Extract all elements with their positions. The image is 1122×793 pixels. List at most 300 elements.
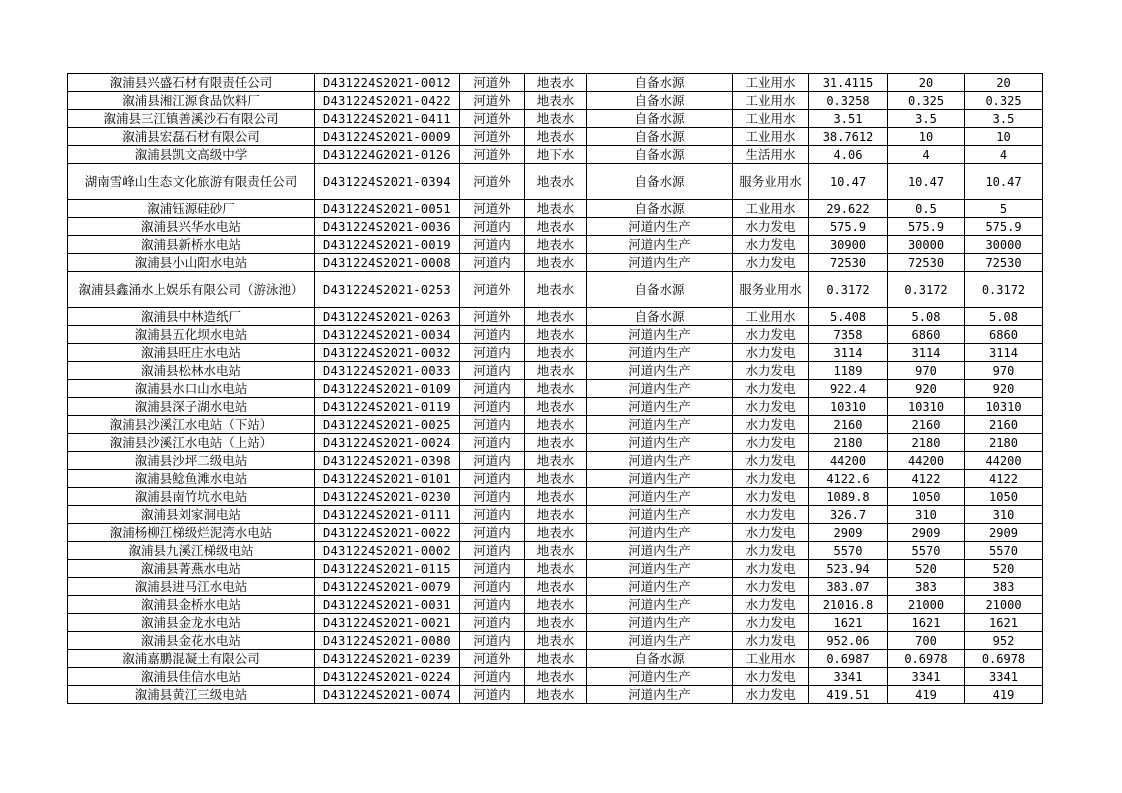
water-source-type-cell: 地表水 bbox=[525, 398, 587, 416]
value-b-cell: 0.5 bbox=[888, 200, 965, 218]
permit-code-cell: D431224S2021-0074 bbox=[315, 686, 460, 704]
permit-code-cell: D431224S2021-0021 bbox=[315, 614, 460, 632]
value-c-cell: 30000 bbox=[965, 236, 1043, 254]
value-a-cell: 4.06 bbox=[809, 146, 888, 164]
value-a-cell: 5570 bbox=[809, 542, 888, 560]
supply-mode-cell: 河道内生产 bbox=[587, 668, 733, 686]
value-c-cell: 419 bbox=[965, 686, 1043, 704]
location-cell: 河道内 bbox=[460, 506, 525, 524]
value-c-cell: 6860 bbox=[965, 326, 1043, 344]
usage-type-cell: 水力发电 bbox=[733, 326, 809, 344]
table-row bbox=[68, 524, 1043, 542]
supply-mode-cell: 河道内生产 bbox=[587, 326, 733, 344]
permit-code-cell: D431224S2021-0032 bbox=[315, 344, 460, 362]
table-row bbox=[68, 488, 1043, 506]
value-a-cell: 575.9 bbox=[809, 218, 888, 236]
supply-mode-cell: 自备水源 bbox=[587, 128, 733, 146]
table-row bbox=[68, 92, 1043, 110]
unit-name-cell: 溆浦县南竹坑水电站 bbox=[68, 488, 315, 506]
value-b-cell: 3341 bbox=[888, 668, 965, 686]
value-c-cell: 2160 bbox=[965, 416, 1043, 434]
value-c-cell: 383 bbox=[965, 578, 1043, 596]
supply-mode-cell: 河道内生产 bbox=[587, 254, 733, 272]
value-a-cell: 0.3172 bbox=[809, 272, 888, 308]
water-source-type-cell: 地表水 bbox=[525, 92, 587, 110]
value-b-cell: 1621 bbox=[888, 614, 965, 632]
supply-mode-cell: 自备水源 bbox=[587, 110, 733, 128]
unit-name-cell: 溆浦县金龙水电站 bbox=[68, 614, 315, 632]
supply-mode-cell: 自备水源 bbox=[587, 200, 733, 218]
usage-type-cell: 水力发电 bbox=[733, 362, 809, 380]
permit-code-cell: D431224G2021-0126 bbox=[315, 146, 460, 164]
table-row bbox=[68, 272, 1043, 308]
supply-mode-cell: 河道内生产 bbox=[587, 452, 733, 470]
water-source-type-cell: 地表水 bbox=[525, 542, 587, 560]
water-source-type-cell: 地表水 bbox=[525, 686, 587, 704]
location-cell: 河道内 bbox=[460, 578, 525, 596]
location-cell: 河道内 bbox=[460, 470, 525, 488]
table-row bbox=[68, 218, 1043, 236]
permit-code-cell: D431224S2021-0019 bbox=[315, 236, 460, 254]
table-row bbox=[68, 632, 1043, 650]
value-b-cell: 21000 bbox=[888, 596, 965, 614]
location-cell: 河道外 bbox=[460, 92, 525, 110]
unit-name-cell: 溆浦县湘江源食品饮料厂 bbox=[68, 92, 315, 110]
value-c-cell: 952 bbox=[965, 632, 1043, 650]
supply-mode-cell: 河道内生产 bbox=[587, 470, 733, 488]
location-cell: 河道外 bbox=[460, 200, 525, 218]
unit-name-cell: 溆浦县中林造纸厂 bbox=[68, 308, 315, 326]
supply-mode-cell: 河道内生产 bbox=[587, 344, 733, 362]
value-a-cell: 1189 bbox=[809, 362, 888, 380]
permit-code-cell: D431224S2021-0115 bbox=[315, 560, 460, 578]
value-c-cell: 10.47 bbox=[965, 164, 1043, 200]
supply-mode-cell: 河道内生产 bbox=[587, 218, 733, 236]
table-row bbox=[68, 434, 1043, 452]
permit-code-cell: D431224S2021-0034 bbox=[315, 326, 460, 344]
water-source-type-cell: 地表水 bbox=[525, 560, 587, 578]
unit-name-cell: 溆浦县兴盛石材有限责任公司 bbox=[68, 74, 315, 92]
table-row bbox=[68, 668, 1043, 686]
supply-mode-cell: 河道内生产 bbox=[587, 596, 733, 614]
location-cell: 河道内 bbox=[460, 632, 525, 650]
value-c-cell: 44200 bbox=[965, 452, 1043, 470]
location-cell: 河道外 bbox=[460, 650, 525, 668]
value-a-cell: 2180 bbox=[809, 434, 888, 452]
table-row bbox=[68, 146, 1043, 164]
usage-type-cell: 服务业用水 bbox=[733, 272, 809, 308]
unit-name-cell: 溆浦县鲶鱼滩水电站 bbox=[68, 470, 315, 488]
value-a-cell: 1621 bbox=[809, 614, 888, 632]
water-source-type-cell: 地表水 bbox=[525, 200, 587, 218]
water-source-type-cell: 地表水 bbox=[525, 578, 587, 596]
location-cell: 河道内 bbox=[460, 434, 525, 452]
table-row bbox=[68, 650, 1043, 668]
value-a-cell: 3341 bbox=[809, 668, 888, 686]
table-row bbox=[68, 74, 1043, 92]
value-a-cell: 10310 bbox=[809, 398, 888, 416]
unit-name-cell: 溆浦县凯文高级中学 bbox=[68, 146, 315, 164]
unit-name-cell: 溆浦县沙坪二级电站 bbox=[68, 452, 315, 470]
unit-name-cell: 溆浦县金花水电站 bbox=[68, 632, 315, 650]
location-cell: 河道内 bbox=[460, 254, 525, 272]
value-b-cell: 2180 bbox=[888, 434, 965, 452]
value-c-cell: 575.9 bbox=[965, 218, 1043, 236]
table-row bbox=[68, 542, 1043, 560]
value-b-cell: 575.9 bbox=[888, 218, 965, 236]
location-cell: 河道内 bbox=[460, 524, 525, 542]
water-source-type-cell: 地表水 bbox=[525, 614, 587, 632]
value-b-cell: 4 bbox=[888, 146, 965, 164]
unit-name-cell: 溆浦县九溪江梯级电站 bbox=[68, 542, 315, 560]
water-source-type-cell: 地表水 bbox=[525, 470, 587, 488]
location-cell: 河道内 bbox=[460, 236, 525, 254]
value-c-cell: 310 bbox=[965, 506, 1043, 524]
usage-type-cell: 水力发电 bbox=[733, 578, 809, 596]
usage-type-cell: 工业用水 bbox=[733, 92, 809, 110]
value-a-cell: 29.622 bbox=[809, 200, 888, 218]
table-row bbox=[68, 614, 1043, 632]
location-cell: 河道内 bbox=[460, 398, 525, 416]
value-b-cell: 5.08 bbox=[888, 308, 965, 326]
value-a-cell: 44200 bbox=[809, 452, 888, 470]
usage-type-cell: 工业用水 bbox=[733, 308, 809, 326]
value-a-cell: 30900 bbox=[809, 236, 888, 254]
value-c-cell: 21000 bbox=[965, 596, 1043, 614]
permit-code-cell: D431224S2021-0002 bbox=[315, 542, 460, 560]
location-cell: 河道内 bbox=[460, 686, 525, 704]
value-b-cell: 0.6978 bbox=[888, 650, 965, 668]
table-row bbox=[68, 110, 1043, 128]
value-b-cell: 3.5 bbox=[888, 110, 965, 128]
value-c-cell: 5 bbox=[965, 200, 1043, 218]
value-a-cell: 952.06 bbox=[809, 632, 888, 650]
value-c-cell: 10310 bbox=[965, 398, 1043, 416]
value-c-cell: 72530 bbox=[965, 254, 1043, 272]
value-a-cell: 5.408 bbox=[809, 308, 888, 326]
value-b-cell: 10 bbox=[888, 128, 965, 146]
supply-mode-cell: 自备水源 bbox=[587, 74, 733, 92]
unit-name-cell: 溆浦县兴华水电站 bbox=[68, 218, 315, 236]
usage-type-cell: 水力发电 bbox=[733, 218, 809, 236]
usage-type-cell: 水力发电 bbox=[733, 560, 809, 578]
permit-code-cell: D431224S2021-0051 bbox=[315, 200, 460, 218]
water-source-type-cell: 地表水 bbox=[525, 272, 587, 308]
usage-type-cell: 工业用水 bbox=[733, 200, 809, 218]
usage-type-cell: 水力发电 bbox=[733, 254, 809, 272]
unit-name-cell: 溆浦县菁燕水电站 bbox=[68, 560, 315, 578]
permit-code-cell: D431224S2021-0008 bbox=[315, 254, 460, 272]
value-b-cell: 0.3172 bbox=[888, 272, 965, 308]
value-a-cell: 2160 bbox=[809, 416, 888, 434]
permit-code-cell: D431224S2021-0239 bbox=[315, 650, 460, 668]
value-c-cell: 520 bbox=[965, 560, 1043, 578]
location-cell: 河道外 bbox=[460, 74, 525, 92]
value-c-cell: 0.325 bbox=[965, 92, 1043, 110]
supply-mode-cell: 河道内生产 bbox=[587, 578, 733, 596]
unit-name-cell: 溆浦县黄江三级电站 bbox=[68, 686, 315, 704]
unit-name-cell: 溆浦县水口山水电站 bbox=[68, 380, 315, 398]
permit-code-cell: D431224S2021-0263 bbox=[315, 308, 460, 326]
permit-code-cell: D431224S2021-0031 bbox=[315, 596, 460, 614]
value-c-cell: 3341 bbox=[965, 668, 1043, 686]
supply-mode-cell: 河道内生产 bbox=[587, 614, 733, 632]
location-cell: 河道内 bbox=[460, 542, 525, 560]
value-b-cell: 700 bbox=[888, 632, 965, 650]
water-source-type-cell: 地表水 bbox=[525, 668, 587, 686]
supply-mode-cell: 河道内生产 bbox=[587, 506, 733, 524]
water-source-type-cell: 地表水 bbox=[525, 110, 587, 128]
unit-name-cell: 溆浦县旺庄水电站 bbox=[68, 344, 315, 362]
unit-name-cell: 湖南雪峰山生态文化旅游有限责任公司 bbox=[68, 164, 315, 200]
table-row bbox=[68, 254, 1043, 272]
permit-code-cell: D431224S2021-0253 bbox=[315, 272, 460, 308]
water-source-type-cell: 地表水 bbox=[525, 254, 587, 272]
location-cell: 河道外 bbox=[460, 308, 525, 326]
usage-type-cell: 水力发电 bbox=[733, 236, 809, 254]
water-source-type-cell: 地表水 bbox=[525, 326, 587, 344]
supply-mode-cell: 河道内生产 bbox=[587, 236, 733, 254]
table-row bbox=[68, 686, 1043, 704]
water-source-type-cell: 地表水 bbox=[525, 632, 587, 650]
permit-code-cell: D431224S2021-0230 bbox=[315, 488, 460, 506]
water-source-type-cell: 地表水 bbox=[525, 236, 587, 254]
unit-name-cell: 溆浦县沙溪江水电站（下站） bbox=[68, 416, 315, 434]
unit-name-cell: 溆浦钰源硅砂厂 bbox=[68, 200, 315, 218]
location-cell: 河道外 bbox=[460, 128, 525, 146]
usage-type-cell: 水力发电 bbox=[733, 380, 809, 398]
permit-code-cell: D431224S2021-0109 bbox=[315, 380, 460, 398]
value-c-cell: 10 bbox=[965, 128, 1043, 146]
table-row bbox=[68, 416, 1043, 434]
water-source-type-cell: 地表水 bbox=[525, 434, 587, 452]
table-row bbox=[68, 344, 1043, 362]
permit-code-cell: D431224S2021-0024 bbox=[315, 434, 460, 452]
permit-code-cell: D431224S2021-0009 bbox=[315, 128, 460, 146]
water-source-type-cell: 地表水 bbox=[525, 452, 587, 470]
table-row bbox=[68, 362, 1043, 380]
value-b-cell: 520 bbox=[888, 560, 965, 578]
location-cell: 河道内 bbox=[460, 344, 525, 362]
usage-type-cell: 工业用水 bbox=[733, 650, 809, 668]
value-c-cell: 920 bbox=[965, 380, 1043, 398]
table-body bbox=[68, 74, 1043, 704]
water-source-type-cell: 地表水 bbox=[525, 488, 587, 506]
location-cell: 河道内 bbox=[460, 218, 525, 236]
supply-mode-cell: 自备水源 bbox=[587, 164, 733, 200]
value-a-cell: 419.51 bbox=[809, 686, 888, 704]
permit-code-cell: D431224S2021-0025 bbox=[315, 416, 460, 434]
location-cell: 河道内 bbox=[460, 452, 525, 470]
value-c-cell: 1621 bbox=[965, 614, 1043, 632]
usage-type-cell: 服务业用水 bbox=[733, 164, 809, 200]
usage-type-cell: 水力发电 bbox=[733, 470, 809, 488]
supply-mode-cell: 河道内生产 bbox=[587, 524, 733, 542]
unit-name-cell: 溆浦县深子湖水电站 bbox=[68, 398, 315, 416]
unit-name-cell: 溆浦县沙溪江水电站（上站） bbox=[68, 434, 315, 452]
usage-type-cell: 水力发电 bbox=[733, 452, 809, 470]
supply-mode-cell: 自备水源 bbox=[587, 146, 733, 164]
value-b-cell: 1050 bbox=[888, 488, 965, 506]
water-source-type-cell: 地表水 bbox=[525, 74, 587, 92]
table-row bbox=[68, 452, 1043, 470]
value-b-cell: 10.47 bbox=[888, 164, 965, 200]
unit-name-cell: 溆浦杨柳江梯级烂泥湾水电站 bbox=[68, 524, 315, 542]
usage-type-cell: 水力发电 bbox=[733, 506, 809, 524]
water-source-type-cell: 地表水 bbox=[525, 362, 587, 380]
value-b-cell: 383 bbox=[888, 578, 965, 596]
table-row bbox=[68, 164, 1043, 200]
usage-type-cell: 工业用水 bbox=[733, 74, 809, 92]
permit-code-cell: D431224S2021-0036 bbox=[315, 218, 460, 236]
value-a-cell: 2909 bbox=[809, 524, 888, 542]
location-cell: 河道内 bbox=[460, 488, 525, 506]
permit-code-cell: D431224S2021-0012 bbox=[315, 74, 460, 92]
table-row bbox=[68, 200, 1043, 218]
water-source-type-cell: 地表水 bbox=[525, 128, 587, 146]
location-cell: 河道内 bbox=[460, 596, 525, 614]
usage-type-cell: 水力发电 bbox=[733, 542, 809, 560]
usage-type-cell: 工业用水 bbox=[733, 128, 809, 146]
value-c-cell: 20 bbox=[965, 74, 1043, 92]
value-a-cell: 72530 bbox=[809, 254, 888, 272]
value-c-cell: 970 bbox=[965, 362, 1043, 380]
location-cell: 河道内 bbox=[460, 560, 525, 578]
value-c-cell: 0.6978 bbox=[965, 650, 1043, 668]
table-row bbox=[68, 560, 1043, 578]
value-a-cell: 0.6987 bbox=[809, 650, 888, 668]
table-row bbox=[68, 128, 1043, 146]
location-cell: 河道内 bbox=[460, 326, 525, 344]
value-b-cell: 10310 bbox=[888, 398, 965, 416]
value-c-cell: 5.08 bbox=[965, 308, 1043, 326]
unit-name-cell: 溆浦县三江镇善溪沙石有限公司 bbox=[68, 110, 315, 128]
value-a-cell: 1089.8 bbox=[809, 488, 888, 506]
value-c-cell: 1050 bbox=[965, 488, 1043, 506]
table-row bbox=[68, 506, 1043, 524]
permit-code-cell: D431224S2021-0119 bbox=[315, 398, 460, 416]
value-a-cell: 7358 bbox=[809, 326, 888, 344]
usage-type-cell: 水力发电 bbox=[733, 686, 809, 704]
table-row bbox=[68, 236, 1043, 254]
location-cell: 河道内 bbox=[460, 416, 525, 434]
unit-name-cell: 溆浦嘉鹏混凝土有限公司 bbox=[68, 650, 315, 668]
permit-code-cell: D431224S2021-0394 bbox=[315, 164, 460, 200]
usage-type-cell: 工业用水 bbox=[733, 110, 809, 128]
supply-mode-cell: 河道内生产 bbox=[587, 632, 733, 650]
unit-name-cell: 溆浦县金桥水电站 bbox=[68, 596, 315, 614]
usage-type-cell: 水力发电 bbox=[733, 488, 809, 506]
water-source-type-cell: 地表水 bbox=[525, 344, 587, 362]
location-cell: 河道外 bbox=[460, 164, 525, 200]
table-row bbox=[68, 470, 1043, 488]
water-source-type-cell: 地表水 bbox=[525, 218, 587, 236]
unit-name-cell: 溆浦县五化坝水电站 bbox=[68, 326, 315, 344]
unit-name-cell: 溆浦县宏磊石材有限公司 bbox=[68, 128, 315, 146]
water-source-type-cell: 地表水 bbox=[525, 506, 587, 524]
permit-code-cell: D431224S2021-0033 bbox=[315, 362, 460, 380]
value-b-cell: 419 bbox=[888, 686, 965, 704]
value-b-cell: 4122 bbox=[888, 470, 965, 488]
value-a-cell: 21016.8 bbox=[809, 596, 888, 614]
value-a-cell: 523.94 bbox=[809, 560, 888, 578]
water-source-type-cell: 地表水 bbox=[525, 308, 587, 326]
unit-name-cell: 溆浦县刘家洞电站 bbox=[68, 506, 315, 524]
location-cell: 河道内 bbox=[460, 614, 525, 632]
unit-name-cell: 溆浦县进马江水电站 bbox=[68, 578, 315, 596]
value-b-cell: 970 bbox=[888, 362, 965, 380]
water-source-type-cell: 地表水 bbox=[525, 164, 587, 200]
table-row bbox=[68, 578, 1043, 596]
usage-type-cell: 水力发电 bbox=[733, 416, 809, 434]
value-b-cell: 6860 bbox=[888, 326, 965, 344]
value-b-cell: 310 bbox=[888, 506, 965, 524]
supply-mode-cell: 河道内生产 bbox=[587, 362, 733, 380]
value-a-cell: 38.7612 bbox=[809, 128, 888, 146]
unit-name-cell: 溆浦县鑫涌水上娱乐有限公司（游泳池） bbox=[68, 272, 315, 308]
value-c-cell: 2909 bbox=[965, 524, 1043, 542]
value-b-cell: 72530 bbox=[888, 254, 965, 272]
unit-name-cell: 溆浦县佳信水电站 bbox=[68, 668, 315, 686]
usage-type-cell: 水力发电 bbox=[733, 434, 809, 452]
usage-type-cell: 水力发电 bbox=[733, 524, 809, 542]
supply-mode-cell: 自备水源 bbox=[587, 272, 733, 308]
location-cell: 河道内 bbox=[460, 380, 525, 398]
location-cell: 河道外 bbox=[460, 272, 525, 308]
value-c-cell: 0.3172 bbox=[965, 272, 1043, 308]
usage-type-cell: 水力发电 bbox=[733, 614, 809, 632]
permit-code-cell: D431224S2021-0224 bbox=[315, 668, 460, 686]
permit-code-cell: D431224S2021-0422 bbox=[315, 92, 460, 110]
usage-type-cell: 水力发电 bbox=[733, 344, 809, 362]
value-a-cell: 326.7 bbox=[809, 506, 888, 524]
water-source-type-cell: 地表水 bbox=[525, 596, 587, 614]
usage-type-cell: 水力发电 bbox=[733, 398, 809, 416]
value-c-cell: 2180 bbox=[965, 434, 1043, 452]
permit-code-cell: D431224S2021-0398 bbox=[315, 452, 460, 470]
table-row bbox=[68, 326, 1043, 344]
value-b-cell: 5570 bbox=[888, 542, 965, 560]
value-b-cell: 2909 bbox=[888, 524, 965, 542]
value-c-cell: 3.5 bbox=[965, 110, 1043, 128]
location-cell: 河道内 bbox=[460, 668, 525, 686]
water-source-type-cell: 地表水 bbox=[525, 380, 587, 398]
water-permit-table bbox=[67, 73, 1043, 704]
supply-mode-cell: 河道内生产 bbox=[587, 398, 733, 416]
value-b-cell: 20 bbox=[888, 74, 965, 92]
unit-name-cell: 溆浦县松林水电站 bbox=[68, 362, 315, 380]
value-a-cell: 922.4 bbox=[809, 380, 888, 398]
value-a-cell: 383.07 bbox=[809, 578, 888, 596]
supply-mode-cell: 自备水源 bbox=[587, 92, 733, 110]
permit-code-cell: D431224S2021-0080 bbox=[315, 632, 460, 650]
value-b-cell: 2160 bbox=[888, 416, 965, 434]
location-cell: 河道外 bbox=[460, 146, 525, 164]
value-c-cell: 3114 bbox=[965, 344, 1043, 362]
usage-type-cell: 生活用水 bbox=[733, 146, 809, 164]
permit-code-cell: D431224S2021-0079 bbox=[315, 578, 460, 596]
value-b-cell: 3114 bbox=[888, 344, 965, 362]
value-a-cell: 4122.6 bbox=[809, 470, 888, 488]
supply-mode-cell: 河道内生产 bbox=[587, 488, 733, 506]
value-b-cell: 30000 bbox=[888, 236, 965, 254]
value-c-cell: 4 bbox=[965, 146, 1043, 164]
value-a-cell: 31.4115 bbox=[809, 74, 888, 92]
supply-mode-cell: 河道内生产 bbox=[587, 380, 733, 398]
value-b-cell: 920 bbox=[888, 380, 965, 398]
supply-mode-cell: 自备水源 bbox=[587, 308, 733, 326]
permit-code-cell: D431224S2021-0101 bbox=[315, 470, 460, 488]
